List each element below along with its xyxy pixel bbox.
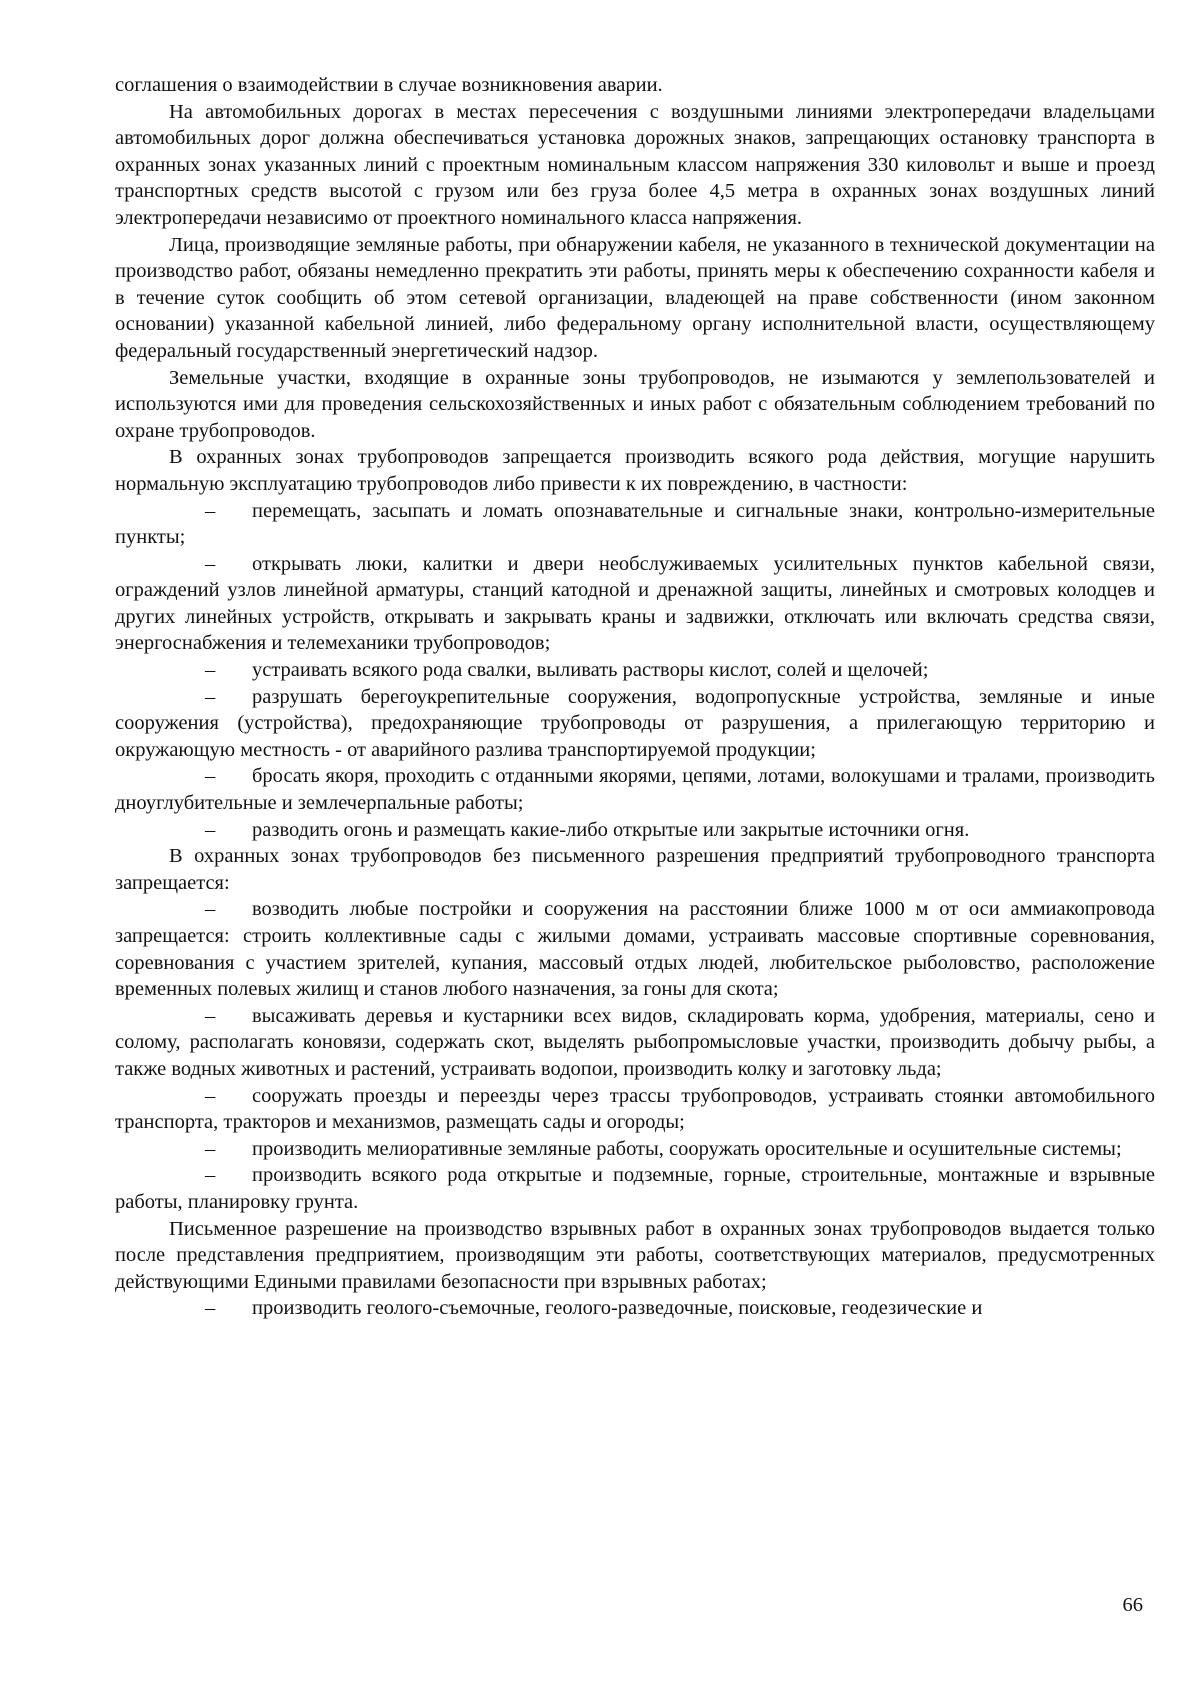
list-item [115, 1162, 1155, 1215]
dash-bullet: – [205, 1297, 216, 1320]
list-item [115, 1003, 1155, 1083]
paragraph: В охранных зонах трубопроводов без письменного разрешения предприятий трубопроводного транспорта запрещается: [115, 845, 1155, 894]
list-item-text: возводить любые постройки и сооружения на расстоянии ближе 1000 м от оси аммиакопровода запрещается: строить коллективные сады с жилыми домами, устраивать массовые спортивные соревнования, соревнования с участием зрителей, купания, массовый отдых людей, любительское рыболовство, расположение временных полевых жилищ и станов любого назначения, за гоны для скота; [115, 898, 1155, 1001]
list-item-text: производить геолого-съемочные, геолого-разведочные, поисковые, геодезические и [252, 1297, 983, 1320]
list-item-text: сооружать проезды и переезды через трассы трубопроводов, устраивать стоянки автомобильного транспорта, тракторов и механизмов, размещать сады и огороды; [115, 1084, 1155, 1134]
dash-bullet: – [205, 1084, 216, 1107]
list-item-text: производить мелиоративные земляные работы, сооружать оросительные и осушительные системы; [252, 1137, 1122, 1160]
dash-bullet: – [205, 898, 216, 921]
list-item-text: производить всякого рода открытые и подземные, горные, строительные, монтажные и взрывные работы, планировку грунта. [115, 1164, 1155, 1213]
paragraph: соглашения о взаимодействии в случае возникновения аварии. [115, 74, 663, 96]
dash-bullet: – [205, 499, 216, 522]
page-number: 66 [1122, 1594, 1143, 1616]
paragraph: Письменное разрешение на производство взрывных работ в охранных зонах трубопроводов выдается только после представления предприятием, производящим эти работы, соответствующих материалов, предусмотренных действующими Едиными правилами безопасности при взрывных работах; [115, 1217, 1155, 1293]
list-item-text: бросать якоря, проходить с отданными якорями, цепями, лотами, волокушами и тралами, производить дноуглубительные и землечерпальные работы; [115, 765, 1155, 815]
list-item-text: высаживать деревья и кустарники всех видов, складировать корма, удобрения, материалы, сено и солому, располагать коновязи, содержать скот, выделять рыбопромысловые участки, производить добычу рыбы, а также водных животных и растений, устраивать водопои, производить колку и заготовку льда; [115, 1004, 1155, 1080]
list-item [115, 763, 1155, 816]
list-item [115, 657, 1155, 684]
dash-bullet: – [205, 659, 216, 682]
dash-bullet: – [205, 765, 216, 788]
list-item-text: устраивать всякого рода свалки, выливать растворы кислот, солей и щелочей; [252, 659, 929, 682]
list-item [115, 684, 1155, 764]
list-item-text: перемещать, засыпать и ломать опознавательные и сигнальные знаки, контрольно-измерительные пункты; [115, 499, 1155, 549]
list-item [115, 896, 1155, 1002]
list-item [115, 498, 1155, 551]
paragraph: Земельные участки, входящие в охранные зоны трубопроводов, не изымаются у землепользователей и используются ими для проведения сельскохозяйственных и иных работ с обязательным соблюдением требований по охране трубопроводов. [115, 366, 1155, 442]
dash-bullet: – [205, 1164, 216, 1187]
paragraph: В охранных зонах трубопроводов запрещается производить всякого рода действия, могущие нарушить нормальную эксплуатацию трубопроводов либо привести к их повреждению, в частности: [115, 446, 1155, 495]
list-item [115, 551, 1155, 657]
list-item [115, 1083, 1155, 1136]
dash-bullet: – [205, 1137, 216, 1160]
list-item [115, 1295, 1155, 1322]
list-item [115, 817, 1155, 844]
paragraph: На автомобильных дорогах в местах пересечения с воздушными линиями электропередачи владельцами автомобильных дорог должна обеспечиваться установка дорожных знаков, запрещающих остановку транспорта в охранных зонах указанных линий с проектным номинальным классом напряжения 330 киловольт и выше и проезд транспортных средств высотой с грузом или без груза более 4,5 метра в охранных зонах воздушных линий электропередачи независимо от проектного номинального класса напряжения. [115, 100, 1155, 229]
list-item-text: открывать люки, калитки и двери необслуживаемых усилительных пунктов кабельной связи, ограждений узлов линейной арматуры, станций катодной и дренажной защиты, линейных и смотровых колодцев и других линейных устройств, открывать и закрывать краны и задвижки, отключать или включать средства связи, энергоснабжения и телемеханики трубопроводов; [115, 552, 1155, 655]
dash-bullet: – [205, 1004, 216, 1027]
body-text [115, 72, 1155, 1322]
list-item-text: разводить огонь и размещать какие-либо открытые или закрытые источники огня. [252, 818, 970, 841]
list-item [115, 1136, 1155, 1163]
paragraph: Лица, производящие земляные работы, при обнаружении кабеля, не указанного в технической документации на производство работ, обязаны немедленно прекратить эти работы, принять меры к обеспечению сохранности кабеля и в течение суток сообщить об этом сетевой организации, владеющей на праве собственности (ином законном основании) указанной кабельной линией, либо федеральному органу исполнительной власти, осуществляющему федеральный государственный энергетический надзор. [115, 233, 1155, 362]
dash-bullet: – [205, 552, 216, 575]
list-item-text: разрушать берегоукрепительные сооружения, водопропускные устройства, земляные и иные сооружения (устройства), предохраняющие трубопроводы от разрушения, а прилегающую территорию и окружающую местность - от аварийного разлива транспортируемой продукции; [115, 685, 1155, 761]
dash-bullet: – [205, 818, 216, 841]
dash-bullet: – [205, 685, 216, 708]
